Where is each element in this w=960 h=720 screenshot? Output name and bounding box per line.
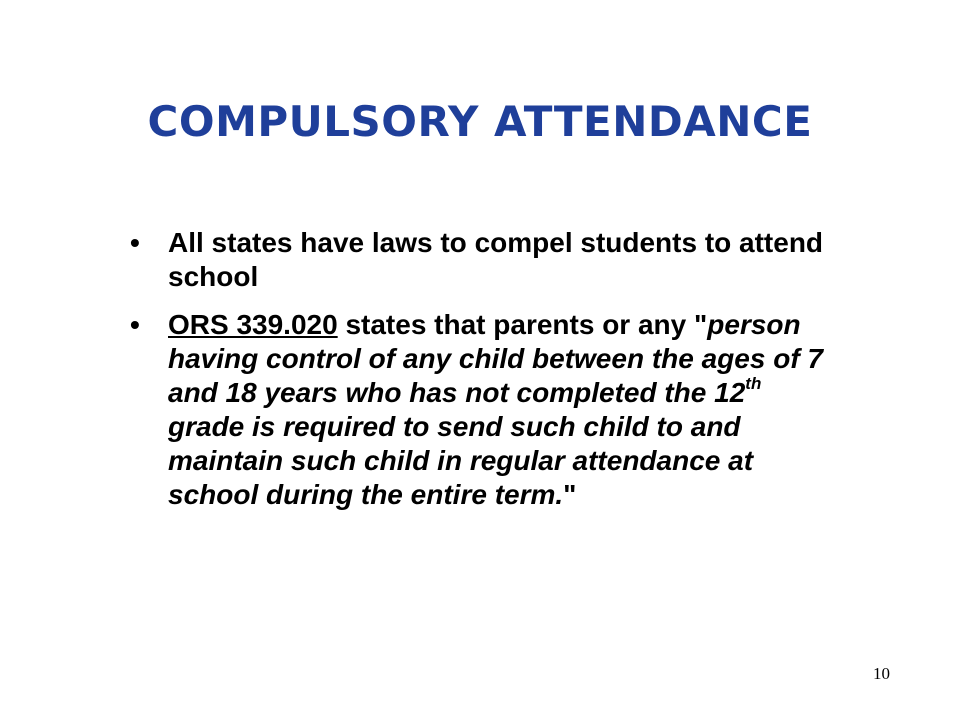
slide-title: COMPULSORY ATTENDANCE [147, 97, 813, 146]
bullet-icon: • [130, 227, 140, 258]
bullet-list [130, 226, 830, 526]
page-number: 10 [873, 664, 890, 683]
bullet-item-ors-statute [130, 308, 830, 512]
bullet-text: All states have laws to compel students to attend school [168, 227, 824, 292]
statute-quote-part2: grade is required to send such child to and maintain such child in regular attendance at school during the entire term. [168, 411, 754, 510]
bullet-icon: • [130, 309, 140, 340]
ordinal-superscript: th [745, 373, 762, 393]
bullet-text-lead: states that parents or any " [337, 309, 708, 340]
bullet-item-compel-laws [130, 226, 830, 294]
statute-quote-part1: person having control of any child between the ages of 7 and 18 years who has not completed the 12 [168, 309, 823, 408]
closing-quote: " [563, 479, 577, 510]
ors-statute-link[interactable]: ORS 339.020 [168, 309, 338, 340]
